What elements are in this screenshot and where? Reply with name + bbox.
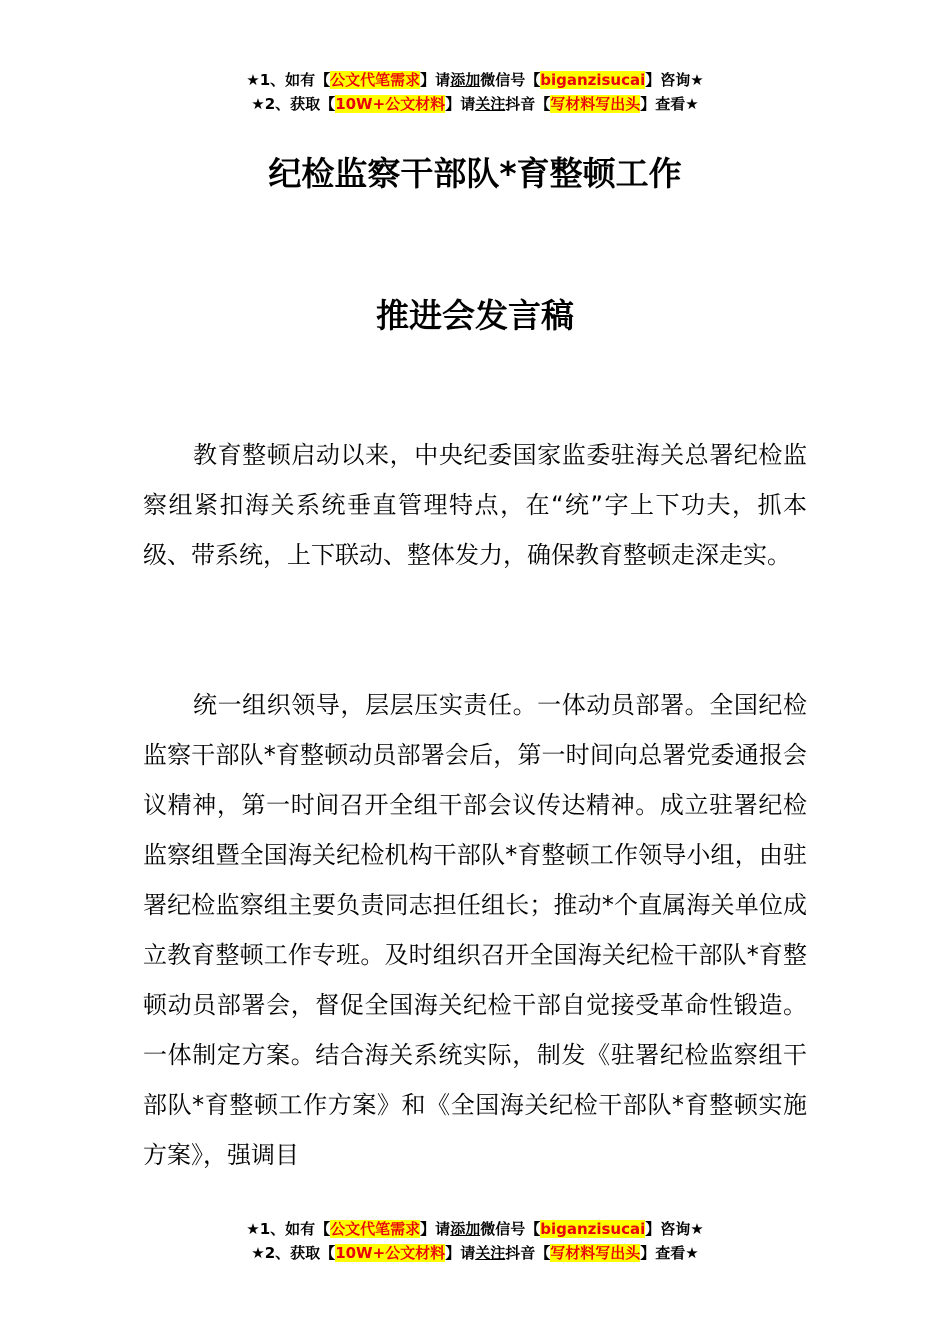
banner-line-1	[0, 68, 950, 92]
underlined-text: 关注	[475, 95, 506, 113]
banner-text: 】咨询★	[645, 1220, 704, 1238]
highlight-text: 10W+公文材料	[335, 1244, 446, 1262]
banner-text: 】请	[445, 1244, 476, 1262]
banner-line-2	[0, 1241, 950, 1265]
banner-text: ★2、获取【	[251, 95, 336, 113]
footer-banner	[0, 1217, 950, 1265]
banner-text: ★1、如有【	[246, 71, 331, 89]
underlined-text: 添加	[450, 71, 481, 89]
banner-text: 】请	[420, 71, 451, 89]
wechat-id: biganzisucai	[540, 1220, 646, 1238]
banner-text: 】咨询★	[645, 71, 704, 89]
body-paragraph-1: 教育整顿启动以来，中央纪委国家监委驻海关总署纪检监察组紧扣海关系统垂直管理特点，在“统”字上下功夫，抓本级、带系统，上下联动、整体发力，确保教育整顿走深走实。	[143, 441, 807, 569]
underlined-text: 添加	[450, 1220, 481, 1238]
banner-line-2	[0, 92, 950, 116]
highlight-text: 公文代笔需求	[330, 1220, 421, 1238]
douyin-account: 写材料写出头	[550, 1244, 641, 1262]
document-title-line-2: 推进会发言稿	[376, 296, 574, 335]
banner-text: 】请	[420, 1220, 451, 1238]
document-title-line-1: 纪检监察干部队*育整顿工作	[268, 154, 682, 193]
banner-text: 微信号【	[480, 1220, 541, 1238]
banner-text: 】查看★	[640, 95, 699, 113]
banner-text: 】请	[445, 95, 476, 113]
highlight-text: 公文代笔需求	[330, 71, 421, 89]
underlined-text: 关注	[475, 1244, 506, 1262]
banner-line-1	[0, 1217, 950, 1241]
banner-text: 抖音【	[505, 1244, 551, 1262]
wechat-id: biganzisucai	[540, 71, 646, 89]
highlight-text: 10W+公文材料	[335, 95, 446, 113]
header-banner	[0, 68, 950, 116]
banner-text: ★2、获取【	[251, 1244, 336, 1262]
banner-text: 抖音【	[505, 95, 551, 113]
banner-text: 微信号【	[480, 71, 541, 89]
body-paragraph-2: 统一组织领导，层层压实责任。一体动员部署。全国纪检监察干部队*育整顿动员部署会后，第一时间向总署党委通报会议精神，第一时间召开全组干部会议传达精神。成立驻署纪检监察组暨全国海关纪检机构干部队*育整顿工作领导小组，由驻署纪检监察组主要负责同志担任组长；推动*个直属海关单位成立教育整顿工作专班。及时组织召开全国海关纪检干部队*育整顿动员部署会，督促全国海关纪检干部自觉接受革命性锻造。一体制定方案。结合海关系统实际，制发《驻署纪检监察组干部队*育整顿工作方案》和《全国海关纪检干部队*育整顿实施方案》，强调目	[143, 691, 807, 1169]
douyin-account: 写材料写出头	[550, 95, 641, 113]
banner-text: 】查看★	[640, 1244, 699, 1262]
banner-text: ★1、如有【	[246, 1220, 331, 1238]
